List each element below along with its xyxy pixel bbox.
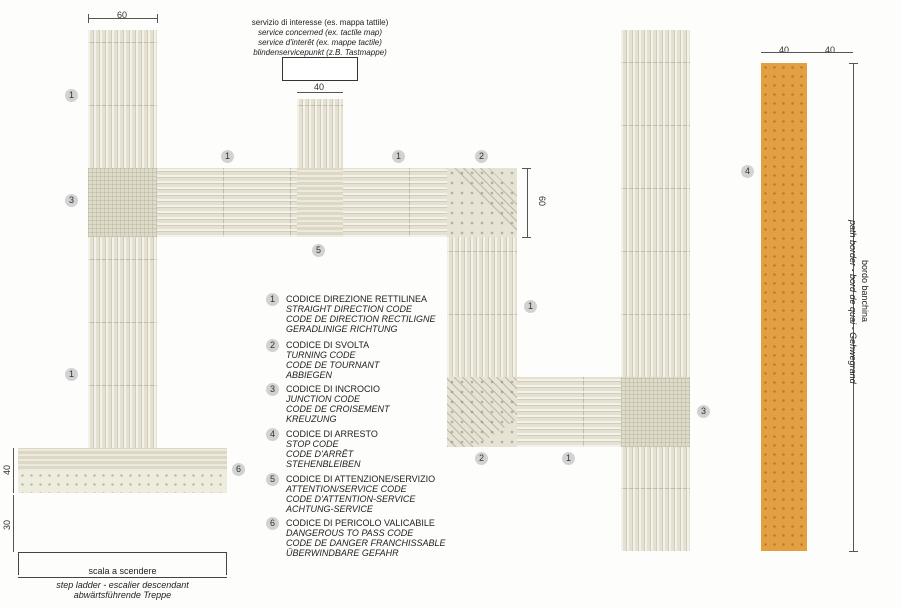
legend-2-de: ABBIEGEN [286, 370, 333, 380]
badge-1-horizontal-left: 1 [221, 150, 234, 163]
dim-bottom-30: 30 [2, 519, 13, 531]
legend-2-it: CODICE DI SVOLTA [286, 340, 370, 350]
stair-stop-band [18, 448, 227, 471]
badge-3-right: 3 [697, 405, 710, 418]
legend-1-it: CODICE DIREZIONE RETTILINEA [286, 294, 428, 304]
service-label [215, 18, 425, 58]
legend-5-fr: CODE D'ATTENTION-SERVICE [286, 494, 416, 504]
dim-tick [522, 168, 531, 169]
dim-orange-width: 40 [779, 45, 790, 55]
dim-line-bottom-30 [13, 495, 14, 552]
legend-badge-2: 2 [266, 339, 279, 352]
badge-1-bottom: 1 [562, 452, 575, 465]
service-label-en: service concerned (ex. tactile map) [257, 28, 383, 37]
platform-edge-strip [761, 63, 807, 551]
horizontal-strip-right [343, 168, 447, 237]
legend-3-fr: CODE DE CROISEMENT [286, 404, 390, 414]
service-label-fr: service d'interêt (ex. mappe tactile) [258, 38, 382, 47]
stair-label-de: abwärtsführende Treppe [73, 590, 172, 600]
dim-line-service [297, 92, 343, 93]
legend-4-it: CODICE DI ARRESTO [286, 429, 378, 439]
service-branch-strip [297, 99, 343, 168]
badge-4-orange: 4 [741, 165, 754, 178]
legend-badge-4: 4 [266, 428, 279, 441]
legend-badge-5: 5 [266, 473, 279, 486]
legend-3-de: KREUZUNG [286, 414, 337, 424]
service-attention-tile [297, 168, 343, 237]
dim-bottom-40: 40 [2, 464, 13, 476]
dim-tick [88, 14, 89, 23]
dim-tick [157, 14, 158, 23]
stair-label-it: scala a scendere [88, 566, 157, 576]
badge-1-middle: 1 [524, 300, 537, 313]
stair-label-en-fr: step ladder - escalier descendant [56, 580, 189, 590]
legend-badge-1: 1 [266, 293, 279, 306]
dim-tick [522, 237, 531, 238]
right-vertical-strip-top [621, 30, 690, 377]
legend-badge-6: 6 [266, 517, 279, 530]
bottom-horizontal-strip [517, 377, 621, 447]
legend-4-fr: CODE D'ARRÊT [286, 449, 354, 459]
horizontal-strip-left [157, 168, 297, 237]
legend-4-de: STEHENBLEIBEN [286, 459, 361, 469]
left-junction-tile [88, 168, 157, 237]
right-vertical-strip-bottom [621, 447, 690, 551]
legend-1-en: STRAIGHT DIRECTION CODE [286, 304, 413, 314]
legend-2-fr: CODE DE TOURNANT [286, 360, 380, 370]
dim-service-width: 40 [314, 82, 325, 92]
badge-1-left-top: 1 [65, 89, 78, 102]
legend-3-it: CODICE DI INCROCIO [286, 384, 381, 394]
legend-1-fr: CODE DE DIRECTION RECTILIGNE [286, 314, 436, 324]
dim-orange-offset: 40 [825, 45, 836, 55]
legend-6-en: DANGEROUS TO PASS CODE [286, 528, 414, 538]
platform-edge-label-other: path border - bord de quai - Gehwegrand [848, 220, 858, 384]
legend-badge-3: 3 [266, 383, 279, 396]
badge-1-horizontal-right: 1 [392, 150, 405, 163]
dim-tick [849, 551, 858, 552]
middle-vertical-strip [447, 237, 517, 377]
dim-turn-height: 60 [537, 195, 548, 207]
right-junction-tile [621, 377, 690, 447]
badge-6-stair: 6 [232, 463, 245, 476]
service-box [282, 57, 358, 81]
legend-1-de: GERADLINIGE RICHTUNG [286, 324, 398, 334]
stair-danger-band [18, 471, 227, 493]
dim-line-top-left [88, 18, 157, 19]
dim-line-orange-offset [807, 52, 853, 53]
dim-top-left-width: 60 [117, 10, 128, 20]
left-vertical-strip-top [88, 30, 157, 168]
badge-3-left: 3 [65, 194, 78, 207]
legend-6-de: ÜBERWINDBARE GEFAHR [286, 548, 399, 558]
dim-line-bottom-40 [13, 448, 14, 493]
service-label-de: blindenservicepunkt (z.B. Tastmappe) [253, 48, 387, 57]
badge-2-bottom: 2 [475, 452, 488, 465]
legend-6-it: CODICE DI PERICOLO VALICABILE [286, 518, 435, 528]
dim-tick [849, 63, 858, 64]
dim-line-turn-height [527, 168, 528, 237]
legend-3-en: JUNCTION CODE [286, 394, 360, 404]
legend-4-en: STOP CODE [286, 439, 339, 449]
badge-1-left-bottom: 1 [65, 368, 78, 381]
legend-5-de: ACHTUNG-SERVICE [286, 504, 373, 514]
left-vertical-strip-bottom [88, 237, 157, 448]
stair-box [18, 552, 227, 600]
badge-5-service: 5 [312, 244, 325, 257]
service-label-it: servizio di interesse (es. mappa tattile) [251, 18, 389, 27]
legend-2-en: TURNING CODE [286, 350, 356, 360]
legend-5-en: ATTENTION/SERVICE CODE [286, 484, 407, 494]
dim-line-orange [761, 52, 807, 53]
badge-2-top: 2 [475, 150, 488, 163]
legend-5-it: CODICE DI ATTENZIONE/SERVIZIO [286, 474, 436, 484]
platform-edge-label-it: bordo banchina [860, 260, 870, 323]
legend-6-fr: CODE DE DANGER FRANCHISSABLE [286, 538, 446, 548]
